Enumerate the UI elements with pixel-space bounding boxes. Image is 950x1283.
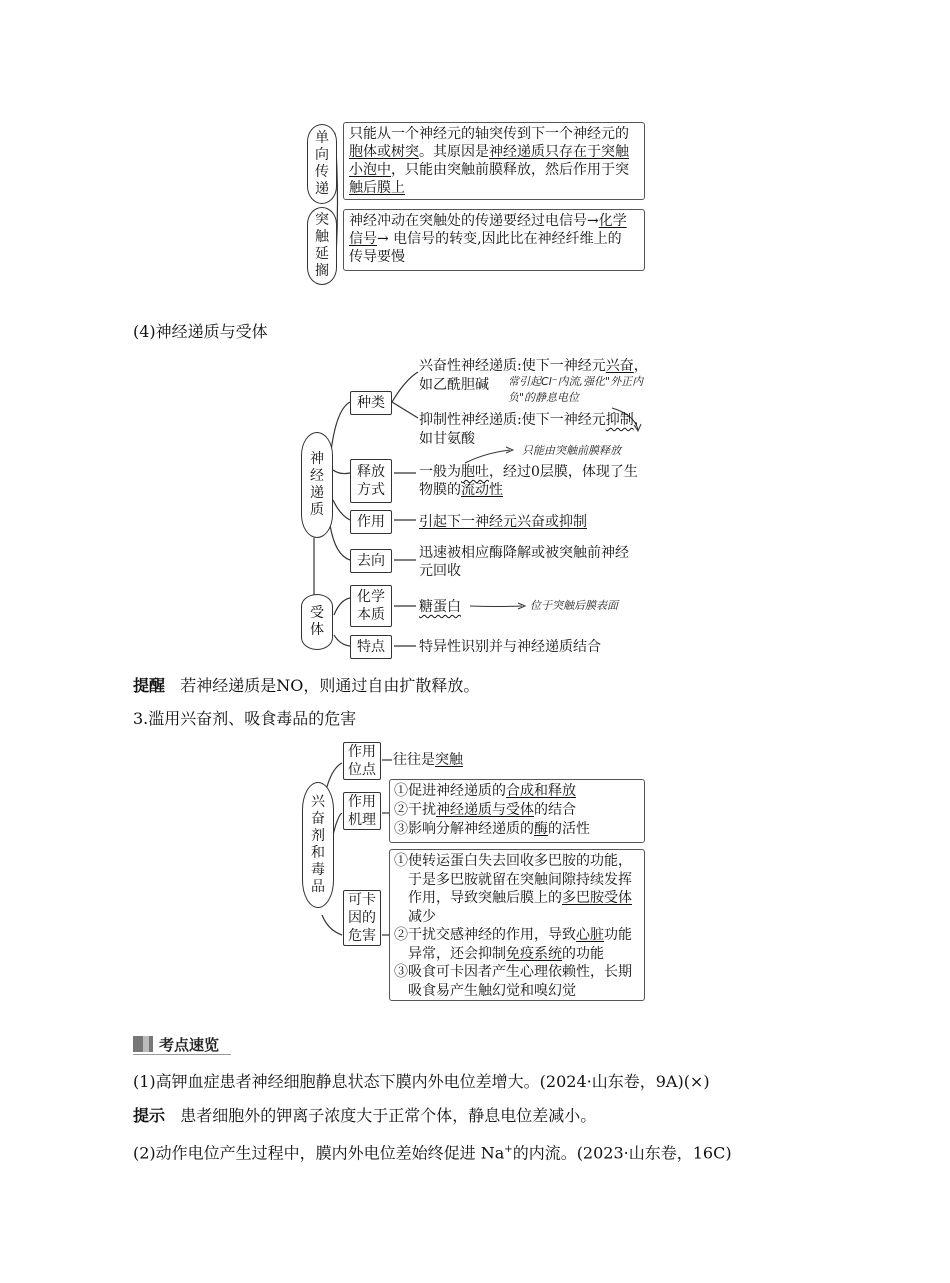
fate-text-2: 元回收 xyxy=(419,563,461,579)
oval-label: 单向传递 xyxy=(315,130,329,197)
mechanism-box xyxy=(389,779,645,843)
effect-text: 引起下一神经元兴奋或抑制 xyxy=(419,514,587,530)
label-fate: 去向 xyxy=(350,549,392,573)
line: ①促进神经递质的合成和释放 xyxy=(394,783,576,799)
oval-receptor xyxy=(301,594,333,650)
oval-neurotransmitter xyxy=(301,432,333,538)
hint-paragraph xyxy=(133,1104,596,1128)
handwritten-note-cl: 常引起Cl⁻内流,强化"外正内负"的静息电位 xyxy=(508,375,644,404)
line: 于是多巴胺就留在突触间隙持续发挥 xyxy=(408,871,632,888)
excitatory-text: 兴奋性神经递质:使下一神经元兴奋， xyxy=(419,358,648,374)
cocaine-harm-box xyxy=(389,849,645,1001)
line: 传导要慢 xyxy=(349,249,405,265)
excitatory-example: 如乙酰胆碱 xyxy=(419,377,489,393)
section-underline xyxy=(133,1054,231,1055)
tip-paragraph xyxy=(133,674,479,698)
oval-stimulants-drugs xyxy=(302,782,334,908)
line: 减少 xyxy=(408,908,436,925)
oval-label: 突触延搁 xyxy=(315,212,329,279)
section-title: 考点速览 xyxy=(159,1036,220,1054)
fate-text-1: 迅速被相应酶降解或被突触前神经 xyxy=(419,545,629,561)
label-cocaine-harm: 可卡因的危害 xyxy=(343,890,381,946)
section-header xyxy=(133,1034,231,1054)
line: 小泡中，只能由突触前膜释放，然后作用于突 xyxy=(349,162,629,178)
release-text-1: 一般为胞吐，经过0层膜，体现了生 xyxy=(419,464,638,480)
line: ③影响分解神经递质的酶的活性 xyxy=(394,821,590,837)
oval-one-way-transmission xyxy=(307,124,337,204)
line: 异常，还会抑制免疫系统的功能 xyxy=(408,945,604,962)
line: 作用，导致突触后膜上的多巴胺受体 xyxy=(408,890,632,906)
line: ③吸食可卡因者产生心理依赖性，长期 xyxy=(394,964,632,980)
line: ①使转运蛋白失去回收多巴胺的功能， xyxy=(394,853,632,869)
label-action-site: 作用位点 xyxy=(343,742,381,780)
tip-text: 若神经递质是NO，则通过自由扩散释放。 xyxy=(180,676,480,695)
feature-text: 特异性识别并与神经递质结合 xyxy=(419,639,601,655)
oval-label: 兴奋剂和毒品 xyxy=(311,794,325,895)
label-release-mode: 释放方式 xyxy=(350,459,392,503)
tip-label: 提醒 xyxy=(133,676,166,695)
line: 只能从一个神经元的轴突传到下一个神经元的 xyxy=(349,126,629,142)
label-feature: 特点 xyxy=(350,635,392,659)
label-mechanism: 作用机理 xyxy=(343,792,381,830)
line: ②干扰神经递质与受体的结合 xyxy=(394,802,576,818)
question-1: (1)高钾血症患者神经细胞静息状态下膜内外电位差增大。(2024·山东卷，9A)(×) xyxy=(133,1072,710,1091)
one-way-box xyxy=(343,122,645,200)
oval-synaptic-delay xyxy=(307,207,337,285)
line: 神经冲动在突触处的传递要经过电信号→化学 xyxy=(349,213,627,229)
hint-text: 患者细胞外的钾离子浓度大于正常个体，静息电位差减小。 xyxy=(180,1106,597,1125)
section-marker-stripe xyxy=(143,1036,149,1052)
line: 信号→ 电信号的转变,因此比在神经纤维上的 xyxy=(349,231,622,247)
inhibitory-text: 抑制性神经递质:使下一神经元抑制， xyxy=(419,412,648,428)
oval-label: 受体 xyxy=(310,605,324,638)
action-site-text: 往往是突触 xyxy=(393,752,463,768)
heading-neurotransmitter-receptor: (4)神经递质与受体 xyxy=(133,322,268,341)
line: 触后膜上 xyxy=(349,180,405,196)
heading-drug-harm: 3.滥用兴奋剂、吸食毒品的危害 xyxy=(133,709,357,728)
handwritten-note-receptor: 位于突触后膜表面 xyxy=(530,599,618,612)
label-kinds: 种类 xyxy=(350,391,392,415)
label-chemical-nature: 化学本质 xyxy=(350,585,392,627)
inhibitory-example: 如甘氨酸 xyxy=(419,431,475,447)
oval-label: 神经递质 xyxy=(310,451,324,518)
question-2: (2)动作电位产生过程中，膜内外电位差始终促进 Na+的内流。(2023·山东卷，16C) xyxy=(133,1143,732,1163)
release-text-2: 物膜的流动性 xyxy=(419,482,503,498)
line: 胞体或树突。其原因是神经递质只存在于突触 xyxy=(349,144,629,160)
label-effect: 作用 xyxy=(350,510,392,534)
handwritten-note-release: 只能由突触前膜释放 xyxy=(522,444,621,457)
chem-text: 糖蛋白 xyxy=(419,599,461,615)
synaptic-delay-box xyxy=(343,209,645,271)
hint-label: 提示 xyxy=(133,1106,166,1125)
line: ②干扰交感神经的作用，导致心脏功能 xyxy=(394,927,632,943)
line: 吸食易产生触幻觉和嗅幻觉 xyxy=(408,982,576,999)
